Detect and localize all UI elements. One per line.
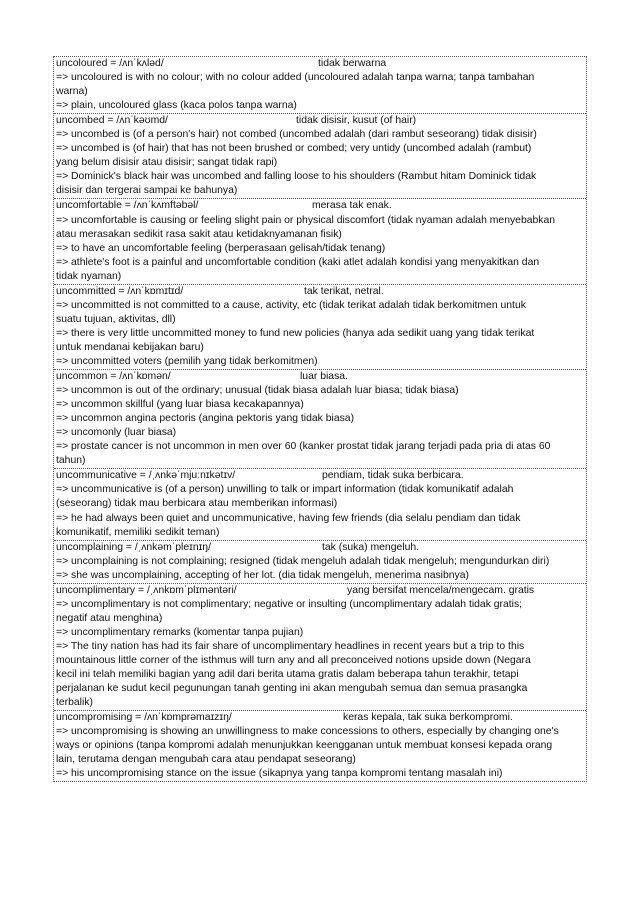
- entry-definition-line: (seseorang) tidak mau berbicara atau memberikan informasi): [56, 498, 338, 510]
- entry-definition-line: tidak nyaman): [56, 270, 122, 282]
- entry-headword-line: [54, 199, 586, 213]
- entry-definition-line: => uncomplimentary remarks (komentar tanpa pujian): [56, 626, 304, 638]
- entry-translation: yang bersifat mencela/mengecam. gratis: [347, 584, 535, 596]
- entry-definition-line: => uncommitted is not committed to a cause, activity, etc (tidak terikat adalah tidak berkomitmen untuk: [56, 299, 526, 311]
- entry-definition-line: untuk mendanai kebijakan baru): [56, 341, 204, 353]
- entry-translation: keras kepala, tak suka berkompromi.: [343, 712, 513, 724]
- entry-definition-line: mountainous little corner of the isthmus will turn any and all preconceived notions upside down (Negara: [56, 654, 531, 666]
- entry-definition-line: => uncomonly (luar biasa): [56, 427, 177, 439]
- entry-translation: pendiam, tidak suka berbicara.: [322, 470, 464, 482]
- dictionary-entry: [54, 468, 586, 539]
- entry-word-pronunciation: uncomplaining = /ˌʌnkəmˈpleɪnɪŋ/: [56, 541, 211, 553]
- entry-word-pronunciation: uncommon = /ʌnˈkɒmən/: [56, 371, 171, 383]
- entry-word-pronunciation: uncommunicative = /ˌʌnkəˈmjuːnɪkətɪv/: [56, 470, 236, 482]
- entry-definition-line: ways or opinions (tanpa kompromi adalah menunjukkan keengganan untuk membuat konsesi kepada orang: [56, 740, 553, 752]
- entry-definition-line: => uncomfortable is causing or feeling slight pain or physical discomfort (tidak nyaman adalah menyebabkan: [56, 214, 556, 226]
- entry-headword-line: [54, 469, 586, 483]
- entry-word-pronunciation: uncomfortable = /ʌnˈkʌmftəbəl/: [56, 200, 199, 212]
- dictionary-entry: [54, 57, 586, 113]
- entry-definition-line: => uncomplaining is not complaining; resigned (tidak mengeluh adalah tidak mengeluh; mengundurkan diri): [56, 555, 550, 567]
- entry-definition-line: => to have an uncomfortable feeling (berperasaan gelisah/tidak tenang): [56, 242, 386, 254]
- entry-definition-line: => uncompromising is showing an unwillingness to make concessions to others, especially by changing one's: [56, 726, 559, 738]
- entry-definition-line: perjalanan ke sudut kecil pegunungan tanah genting ini akan mengubah semua dan semua prasangka: [56, 683, 528, 695]
- dictionary-entry: [54, 369, 586, 468]
- entry-translation: tak (suka) mengeluh.: [322, 541, 420, 553]
- entry-word-pronunciation: uncompromising = /ʌnˈkɒmprəmaɪzɪŋ/: [56, 712, 232, 724]
- entry-word-pronunciation: uncombed = /ʌnˈkəʊmd/: [56, 115, 168, 127]
- entry-definition-line: tahun): [56, 455, 86, 467]
- entry-definition-line: => uncommon is out of the ordinary; unusual (tidak biasa adalah luar biasa; tidak biasa): [56, 385, 459, 397]
- entry-definition-line: => uncomplimentary is not complimentary; negative or insulting (uncomplimentary adalah tidak gratis;: [56, 598, 523, 610]
- entry-word-pronunciation: uncoloured = /ʌnˈkʌləd/: [56, 58, 164, 69]
- entry-translation: luar biasa.: [300, 371, 348, 383]
- entry-headword-line: [54, 584, 586, 598]
- entry-definition-line: => uncombed is (of hair) that has not been brushed or combed; very untidy (uncombed adalah (rambut): [56, 143, 532, 155]
- entry-definition-line: => uncombed is (of a person's hair) not combed (uncombed adalah (dari rambut seseorang) tidak disisir): [56, 129, 537, 141]
- entry-definition-line: => his uncompromising stance on the issue (sikapnya yang tanpa kompromi tentang masalah ini): [56, 768, 503, 780]
- dictionary-entry: [54, 710, 586, 781]
- entry-definition-line: => plain, uncoloured glass (kaca polos tanpa warna): [56, 100, 297, 112]
- entry-translation: tidak disisir, kusut (of hair): [296, 115, 417, 127]
- entry-translation: tidak berwarna: [318, 58, 387, 69]
- entry-definition-line: atau merasakan sedikit rasa sakit atau ketidaknyamanan fisik): [56, 228, 342, 240]
- entry-definition-line: lain, terutama dengan mengubah cara atau pendapat seseorang): [56, 754, 356, 766]
- dictionary-entry: [54, 583, 586, 710]
- entry-translation: merasa tak enak.: [312, 200, 392, 212]
- entry-definition-line: => he had always been quiet and uncommunicative, having few friends (dia selalu pendiam dan tidak: [56, 512, 521, 524]
- dictionary-entry: [54, 198, 586, 283]
- entry-definition-line: => Dominick's black hair was uncombed and falling loose to his shoulders (Rambut hitam Dominick tidak: [56, 171, 537, 183]
- entry-definition-line: => uncommon skillful (yang luar biasa kecakapannya): [56, 399, 304, 411]
- entry-definition-line: kecil ini telah memiliki bagian yang adil dari berita utama gratis dalam beberapa tahun terakhir, tetapi: [56, 669, 519, 681]
- entry-headword-line: [54, 711, 586, 725]
- entry-headword-line: [54, 541, 586, 555]
- dictionary-document: [53, 56, 587, 782]
- entry-definition-line: => she was uncomplaining, accepting of her lot. (dia tidak mengeluh, menerima nasibnya): [56, 569, 469, 581]
- dictionary-entry: [54, 540, 586, 583]
- entry-definition-line: => uncommitted voters (pemilih yang tidak berkomitmen): [56, 355, 318, 367]
- entry-definition-line: yang belum disisir atau disisir; sangat tidak rapi): [56, 157, 278, 169]
- entry-word-pronunciation: uncomplimentary = /ˌʌnkɒmˈplɪməntəri/: [56, 584, 237, 596]
- entry-definition-line: => uncommon angina pectoris (angina pektoris yang tidak biasa): [56, 413, 355, 425]
- entry-definition-line: => uncoloured is with no colour; with no colour added (uncoloured adalah tanpa warna; tanpa tambahan: [56, 72, 535, 84]
- entry-definition-line: => athlete's foot is a painful and uncomfortable condition (kaki atlet adalah kondisi yang menyakitkan dan: [56, 256, 540, 268]
- entry-headword-line: [54, 57, 586, 71]
- entry-definition-line: negatif atau menghina): [56, 612, 163, 624]
- entry-definition-line: suatu tujuan, aktivitas, dll): [56, 313, 176, 325]
- entry-headword-line: [54, 114, 586, 128]
- entry-word-pronunciation: uncommitted = /ʌnˈkɒmɪtɪd/: [56, 285, 184, 297]
- entry-definition-line: terbalik): [56, 697, 93, 709]
- entry-definition-line: disisir dan tergerai sampai ke bahunya): [56, 185, 238, 197]
- entry-definition-line: => uncommunicative is (of a person) unwilling to talk or impart information (tidak komunikatif adalah: [56, 484, 514, 496]
- entry-translation: tak terikat, netral.: [304, 285, 384, 297]
- entry-definition-line: => prostate cancer is not uncommon in men over 60 (kanker prostat tidak jarang terjadi pada pria di atas 60: [56, 441, 551, 453]
- entry-definition-line: komunikatif, memiliki sedikit teman): [56, 526, 220, 538]
- entry-definition-line: => The tiny nation has had its fair share of uncomplimentary headlines in recent years but a trip to this: [56, 640, 525, 652]
- entry-definition-line: => there is very little uncommitted money to fund new policies (hanya ada sedikit uang yang tidak terikat: [56, 327, 535, 339]
- entry-headword-line: [54, 370, 586, 384]
- entry-headword-line: [54, 285, 586, 299]
- dictionary-entry: [54, 113, 586, 198]
- entry-definition-line: warna): [56, 86, 88, 98]
- dictionary-entry: [54, 284, 586, 369]
